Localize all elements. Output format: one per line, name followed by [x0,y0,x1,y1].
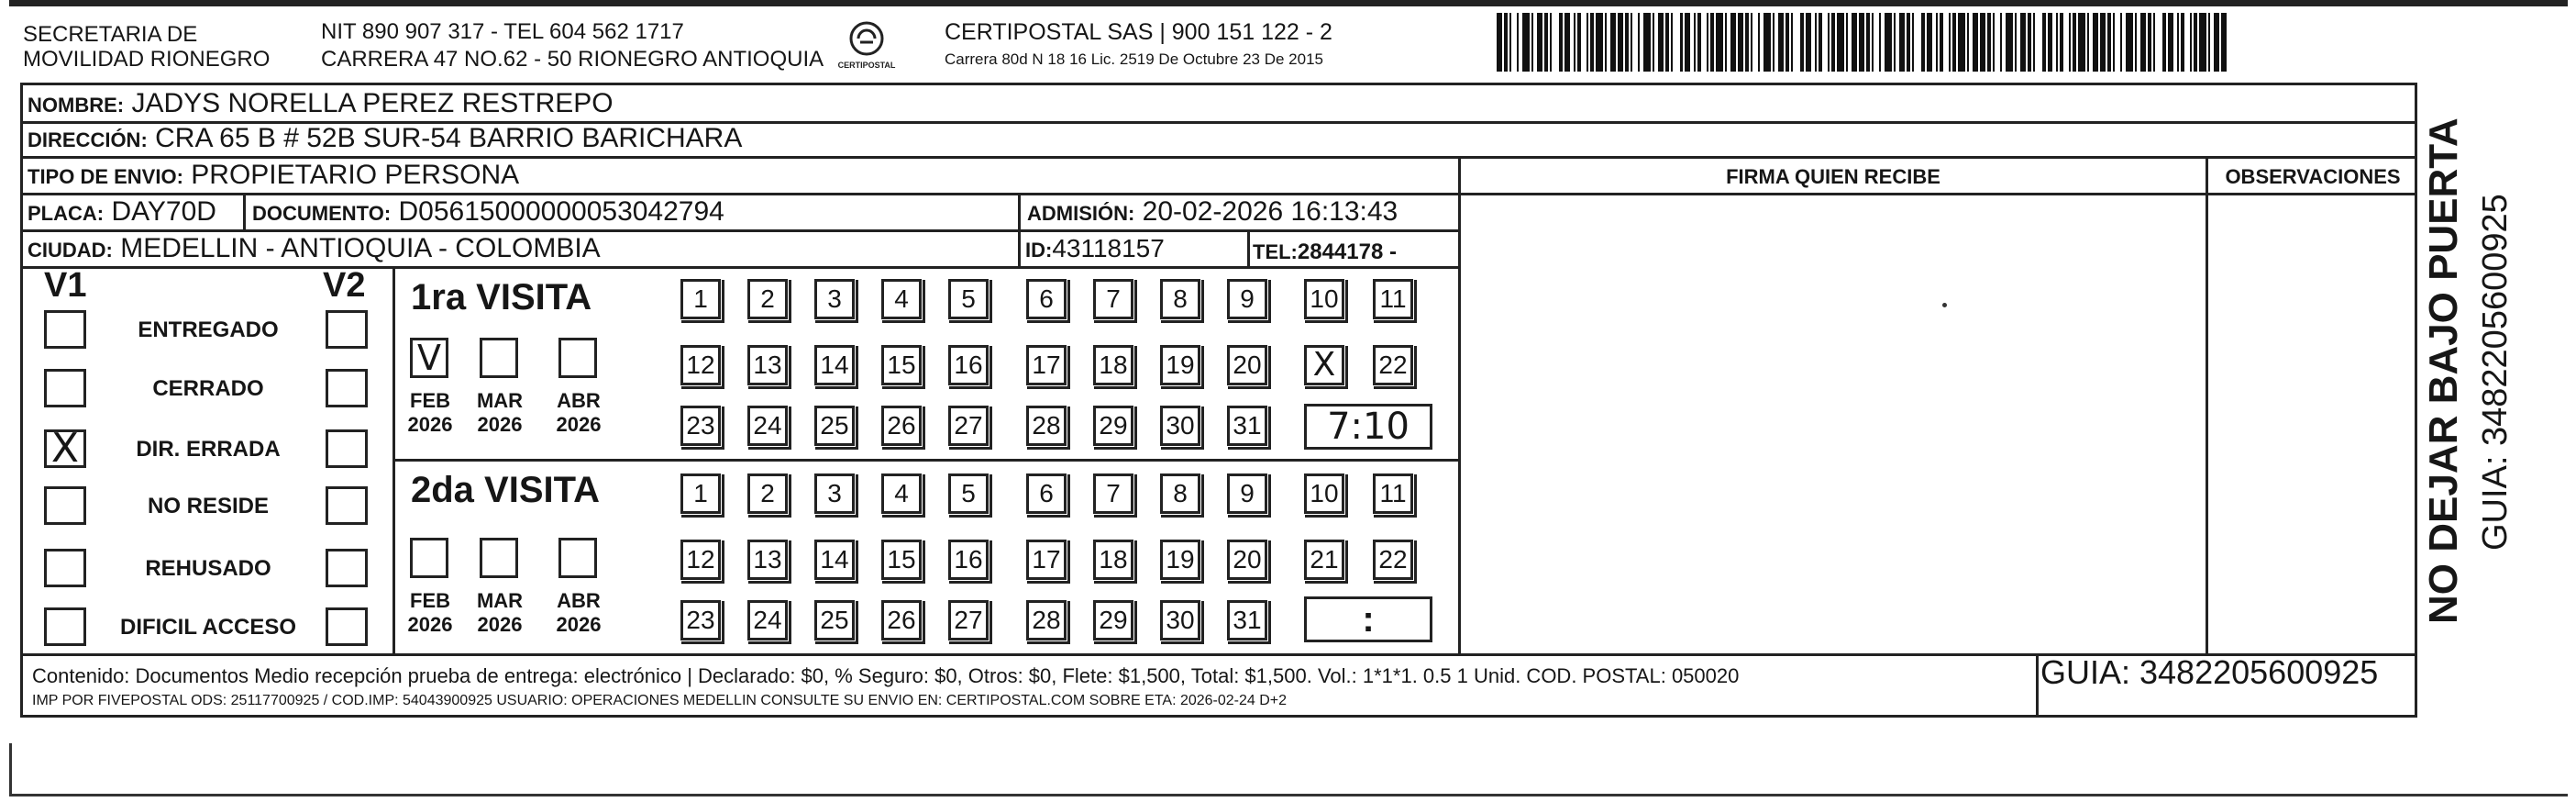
day-checkbox[interactable]: 10 [1304,473,1344,514]
v1-checkbox[interactable] [44,369,86,407]
shipment-type: PROPIETARIO PERSONA [191,160,520,190]
day-checkbox[interactable]: 13 [747,345,788,385]
v1-header: V1 [44,266,87,305]
v2-checkbox[interactable] [326,486,368,525]
day-checkbox[interactable]: 3 [814,279,855,319]
day-checkbox[interactable]: 24 [747,600,788,640]
footer-guia: GUIA: 3482205600925 [2040,653,2379,691]
day-checkbox[interactable]: 14 [814,345,855,385]
content-line: Contenido: Documentos Medio recepción prueba de entrega: electrónico | Declarado: $0, % Seguro: $0, Otros: $0, Flete: $1,500, Total: $1,500. Vol.: 1*1*1. 0.5 1 Unid. COD. POSTAL: 050020 [32,664,1740,687]
status-label: ENTREGADO [138,317,279,342]
v2-checkbox[interactable] [326,607,368,646]
day-checkbox[interactable]: 31 [1227,600,1267,640]
day-checkbox[interactable]: 20 [1227,540,1267,580]
city-value: MEDELLIN - ANTIOQUIA - COLOMBIA [120,233,601,263]
day-checkbox[interactable]: 2 [747,473,788,514]
id-value: 43118157 [1052,234,1165,262]
address-row [28,123,742,156]
month-label: ABR [557,389,601,412]
day-checkbox[interactable]: 15 [881,540,922,580]
sender-contact-block [321,18,824,73]
col-divider [243,193,246,229]
day-checkbox[interactable]: 16 [948,540,989,580]
day-checkbox[interactable]: 12 [680,345,721,385]
status-label: DIFICIL ACCESO [119,615,296,640]
address-label: DIRECCIÓN: [28,128,148,151]
year-label: 2026 [477,413,523,436]
day-checkbox[interactable]: 13 [747,540,788,580]
plate-field [28,196,216,229]
type-row [28,160,519,193]
month-checkbox[interactable]: V [410,338,448,378]
day-checkbox[interactable]: 3 [814,473,855,514]
v2-checkbox[interactable] [326,429,368,468]
day-checkbox[interactable]: 28 [1026,600,1067,640]
day-checkbox[interactable]: 9 [1227,473,1267,514]
day-checkbox[interactable]: 4 [881,473,922,514]
day-checkbox[interactable]: 8 [1160,279,1200,319]
col-divider [1247,229,1250,266]
day-checkbox[interactable]: 30 [1160,600,1200,640]
day-checkbox[interactable]: 8 [1160,473,1200,514]
year-label: 2026 [407,413,453,436]
city-field [28,233,601,266]
sender-line2: MOVILIDAD RIONEGRO [23,47,271,72]
recipient-name: JADYS NORELLA PEREZ RESTREPO [131,88,614,118]
day-checkbox[interactable]: 15 [881,345,922,385]
day-checkbox[interactable]: 11 [1373,473,1413,514]
day-checkbox[interactable]: 6 [1026,473,1067,514]
day-checkbox[interactable]: 22 [1373,345,1413,385]
day-checkbox[interactable]: X [1304,345,1344,385]
page-bottom-corner [9,743,2568,796]
day-checkbox[interactable]: 5 [948,473,989,514]
recipient-address: CRA 65 B # 52B SUR-54 BARRIO BARICHARA [155,123,743,153]
city-label: CIUDAD: [28,239,113,262]
v2-checkbox[interactable] [326,310,368,349]
signature-header: FIRMA QUIEN RECIBE [1726,165,1940,188]
day-checkbox[interactable]: 25 [814,600,855,640]
month-label: FEB [410,589,450,612]
tel-field [1253,235,1397,268]
v1-checkbox[interactable] [44,607,86,646]
day-checkbox[interactable]: 1 [680,279,721,319]
row-divider [20,266,1460,269]
year-label: 2026 [556,613,602,636]
courier-block [945,18,1332,73]
name-row [28,88,614,121]
id-field [1025,233,1165,266]
day-checkbox[interactable]: 17 [1026,540,1067,580]
month-checkbox[interactable] [558,338,597,378]
month-label: FEB [410,389,450,412]
courier-line: CERTIPOSTAL SAS | 900 151 122 - 2 [945,19,1332,45]
day-checkbox[interactable]: 30 [1160,406,1200,446]
day-checkbox[interactable]: 31 [1227,406,1267,446]
v1-checkbox[interactable] [44,310,86,349]
day-checkbox[interactable]: 9 [1227,279,1267,319]
visit1-title: 1ra VISITA [411,277,592,317]
name-label: NOMBRE: [28,94,125,117]
col-divider [1458,156,1461,653]
admission-label: ADMISIÓN: [1027,202,1135,225]
day-checkbox[interactable]: 17 [1026,345,1067,385]
document-value: D05615000000053042794 [398,196,724,227]
side-guia: GUIA: 3482205600925 [2476,194,2515,551]
day-checkbox[interactable]: 1 [680,473,721,514]
day-checkbox[interactable]: 26 [881,600,922,640]
certipostal-logo [833,18,901,75]
day-checkbox[interactable]: 29 [1093,600,1133,640]
v1-checkbox[interactable] [44,486,86,525]
tel-label: TEL: [1253,240,1298,263]
row-divider [20,193,2417,195]
year-label: 2026 [407,613,453,636]
month-label: MAR [476,589,524,612]
status-label: DIR. ERRADA [136,437,281,462]
day-checkbox[interactable]: 7 [1093,279,1133,319]
signature-area[interactable] [1942,303,1947,307]
row-divider [20,229,1460,232]
v1-checkbox[interactable] [44,549,86,587]
v2-header: V2 [323,266,366,305]
day-checkbox[interactable]: 18 [1093,345,1133,385]
imp-line: IMP POR FIVEPOSTAL ODS: 25117700925 / COD.IMP: 54043900925 USUARIO: OPERACIONES MEDELLIN CONSULTE SU ENVIO EN: CERTIPOSTAL.COM SOBRE ETA: 2026-02-24 D+2 [32,693,1288,708]
day-checkbox[interactable]: 23 [680,600,721,640]
tel-value: 2844178 - [1297,239,1397,264]
day-checkbox[interactable]: 16 [948,345,989,385]
sender-address-line: CARRERA 47 NO.62 - 50 RIONEGRO ANTIOQUIA [321,47,824,72]
day-checkbox[interactable]: 4 [881,279,922,319]
day-checkbox[interactable]: 18 [1093,540,1133,580]
status-label: NO RESIDE [147,494,270,518]
day-checkbox[interactable]: 27 [948,406,989,446]
col-divider [392,266,395,653]
courier-license: Carrera 80d N 18 16 Lic. 2519 De Octubre 23 De 2015 [945,50,1323,68]
observations-header: OBSERVACIONES [2225,165,2401,188]
day-checkbox[interactable]: 19 [1160,540,1200,580]
day-checkbox[interactable]: 21 [1304,540,1344,580]
visit2-title: 2da VISITA [411,470,600,510]
day-checkbox[interactable]: 19 [1160,345,1200,385]
document-field [252,196,724,229]
day-checkbox[interactable]: 14 [814,540,855,580]
visit-divider [394,459,1460,462]
visit2-time[interactable]: : [1304,596,1432,642]
day-checkbox[interactable]: 12 [680,540,721,580]
month-checkbox[interactable] [480,338,518,378]
month-label: ABR [557,589,601,612]
id-label: ID: [1025,239,1053,262]
day-checkbox[interactable]: 24 [747,406,788,446]
day-checkbox[interactable]: 25 [814,406,855,446]
day-checkbox[interactable]: 22 [1373,540,1413,580]
day-checkbox[interactable]: 10 [1304,279,1344,319]
admission-field [1027,196,1398,229]
year-label: 2026 [556,413,602,436]
v2-checkbox[interactable] [326,369,368,407]
day-checkbox[interactable]: 7 [1093,473,1133,514]
v1-checkbox[interactable]: X [44,429,86,468]
month-label: MAR [476,389,524,412]
col-divider [2036,653,2039,718]
col-divider [1018,193,1021,266]
plate-value: DAY70D [111,196,216,227]
nit-line: NIT 890 907 317 - TEL 604 562 1717 [321,19,684,44]
year-label: 2026 [477,613,523,636]
month-checkbox[interactable] [410,538,448,578]
row-divider [20,156,2417,159]
status-label: CERRADO [152,376,264,401]
day-checkbox[interactable]: 26 [881,406,922,446]
logo-text: CERTIPOSTAL [837,61,896,70]
day-checkbox[interactable]: 20 [1227,345,1267,385]
barcode [1497,13,2226,72]
sender-line1: SECRETARIA DE [23,22,198,47]
document-label: DOCUMENTO: [252,202,392,225]
plate-label: PLACA: [28,202,105,225]
day-checkbox[interactable]: 6 [1026,279,1067,319]
day-checkbox[interactable]: 27 [948,600,989,640]
day-checkbox[interactable]: 2 [747,279,788,319]
status-label: REHUSADO [145,556,271,581]
side-warning: NO DEJAR BAJO PUERTA [2421,117,2466,624]
v2-checkbox[interactable] [326,549,368,587]
day-checkbox[interactable]: 11 [1373,279,1413,319]
visit1-time[interactable]: 7:10 [1304,404,1432,450]
day-checkbox[interactable]: 28 [1026,406,1067,446]
day-checkbox[interactable]: 5 [948,279,989,319]
month-checkbox[interactable] [480,538,518,578]
day-checkbox[interactable]: 23 [680,406,721,446]
type-label: TIPO DE ENVIO: [28,165,183,188]
month-checkbox[interactable] [558,538,597,578]
col-divider [2206,156,2208,653]
admission-value: 20-02-2026 16:13:43 [1142,196,1399,227]
sender-block [23,22,270,72]
day-checkbox[interactable]: 29 [1093,406,1133,446]
top-edge-line [9,0,2568,6]
